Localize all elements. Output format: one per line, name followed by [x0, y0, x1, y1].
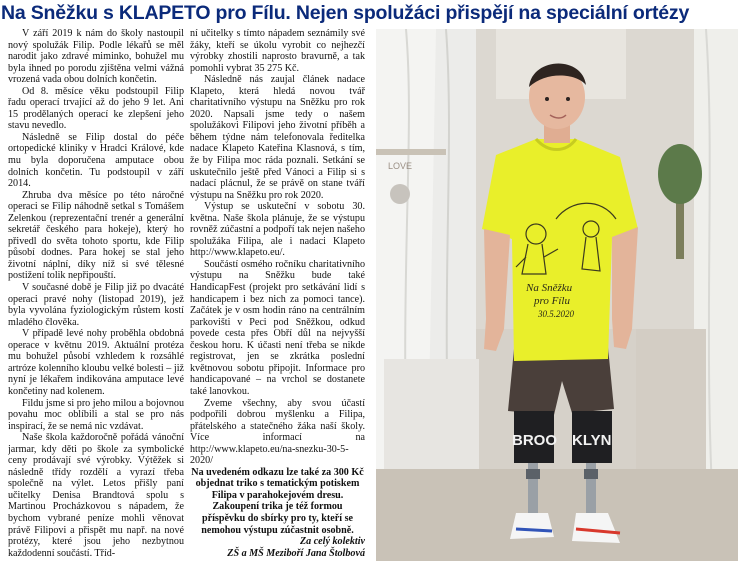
decor-love-sign: LOVE	[388, 161, 413, 171]
paragraph: Následně nás zaujal článek nadace Klapeto, která hledá novou tvář charitativního výstupu na Sněžku pro rok 2020. Napsali jsme tedy o našem spolužákovi Filipovi jeho životní příběh a během týdne nám telefonovala ředitelka nadace Klapeto Kateřina Klasnová, s tím, že by Filipa moc ráda poznali. Setkání se uskutečnilo ještě před Vánoci a Filip si s nadací plácnul, že se právě on stane tváří výstupu na Sněžku pro rok 2020.	[190, 74, 365, 201]
paragraph: Od 8. měsíce věku podstoupil Filip řadu operací trvající až do jeho 9 let. Ani 15 prodělaných operací ke zlepšení jeho stavu nevedlo.	[8, 85, 184, 132]
shirt-text-1: Na Sněžku	[526, 282, 573, 294]
headline: Na Sněžku s KLAPETO pro Fílu. Nejen spolužáci přispějí na speciální ortézy	[1, 2, 690, 24]
signature-collective: Za celý kolektiv	[299, 536, 365, 548]
photo-illustration	[376, 29, 738, 561]
paragraph: V současné době je Filip již po dvacáté operaci pravé nohy (listopad 2019), jež byla vyvolána fyziologickým růstem kostí mladého člověka.	[8, 282, 184, 328]
paragraph: Naše škola každoročně pořádá vánoční jarmar, kdy děti po škole za symbolické ceny prodávají své výrobky. Výtěžek si následně třídy rozdělí a vyrazí třeba společně na výlet. Letos přišly paní učitelky Denisa Brandtová spolu s Martinou Procházkovou s nápadem, že bychom vybrané peníze mohli věnovat právě Filipovi a přispět mu např. na nové protézy, které jsou jeho nezbytnou každodenní součástí. Tříd-	[8, 432, 184, 559]
sock-left-text: BROO	[512, 432, 557, 449]
signature-author: ZŠ a MŠ Meziboří Jana Štolbová	[227, 547, 365, 559]
article-column-1	[8, 28, 184, 561]
paragraph: Následně se Filip dostal do péče ortopedické kliniky v Hradci Králové, kde mu byla doporučena amputace obou dolních končetin. Tu podstoupil v září 2014.	[8, 131, 184, 190]
paragraph: V září 2019 k nám do školy nastoupil nový spolužák Filip. Podle lékařů se měl narodit jako zdravé miminko, bohužel mu byla ihned po porodu zjištěna velmi vážná vrozená vada obou dolních končetin.	[8, 28, 184, 86]
paragraph: Součástí osmého ročníku charitativního výstupu na Sněžku bude také HandicapFest (projekt pro setkávání lidí s handicapem i bez nich za pomoci tance). Začátek je v osm hodin ráno na centrálním parkovišti v Peci pod Sněžkou, odkud povede cesta přes Obří důl na nejvyšší českou horu. K účasti není třeba se nikde registrovat, jen se zkrátka poslední květnovou sobotu připojit. Informace pro handicapované – na vrchol se dostanete také lanovkou.	[190, 258, 365, 397]
sock-right-text: KLYN	[572, 432, 612, 449]
paragraph: Fildu jsme si pro jeho milou a bojovnou povahu moc oblíbili a stal se pro nás inspirací, že se nemá nic vzdávat.	[8, 397, 184, 432]
tshirt-offer: Na uvedeném odkazu lze také za 300 Kč objednat triko s tematickým potiskem Filipa v parahokejovém dresu. Zakoupení trika je též formou příspěvku do sbírky pro ty, kteří se nemohou výstupu zúčastnit osobně.	[191, 466, 364, 536]
paragraph: Zveme všechny, aby svou účastí podpořili dobrou myšlenku a Filipa, přátelského a statečného žáka naší školy. Více informací na http://www.klapeto.eu/na-snezku-30-5-2020/	[190, 397, 365, 467]
paragraph: ní učitelky s tímto nápadem seznámily své žáky, kteří se úkolu vyrobit co nejhezčí výrobky zhostili naprosto bravurně, a tak pomohli vybrat 35 275 Kč.	[190, 28, 365, 74]
shirt-text-date: 30.5.2020	[538, 309, 574, 319]
paragraph: Zhruba dva měsíce po této náročné operaci se Filip náhodně setkal s Tomášem Zelenkou (reprezentační trenér a generální sekretář českého para hokeje), který ho přivedl do světa tohoto sportu, kde Filip působí dodnes. Para hokej se stal jeho životní náplní, díky níž si své tělesné postižení tolik nepřipouští.	[8, 189, 184, 282]
paragraph: V případě levé nohy proběhla obdobná operace v květnu 2019. Aktuální protéza mu bohužel působí vzhledem k rozsáhlé artróze kolenního kloubu velké bolesti – již nyní je lékařem indikována amputace levé končetiny nad kolenem.	[8, 328, 184, 397]
article-column-2	[190, 28, 365, 561]
photo-boy-in-tshirt	[376, 29, 738, 561]
shirt-text-2: pro Fílu	[534, 295, 570, 307]
paragraph: Výstup se uskuteční v sobotu 30. května. Naše škola plánuje, že se výstupu rovněž zúčastní a podpoří tak nejen našeho spolužáka Filipa, ale i nadaci Klapeto http://www.klapeto.eu/.	[190, 201, 365, 259]
